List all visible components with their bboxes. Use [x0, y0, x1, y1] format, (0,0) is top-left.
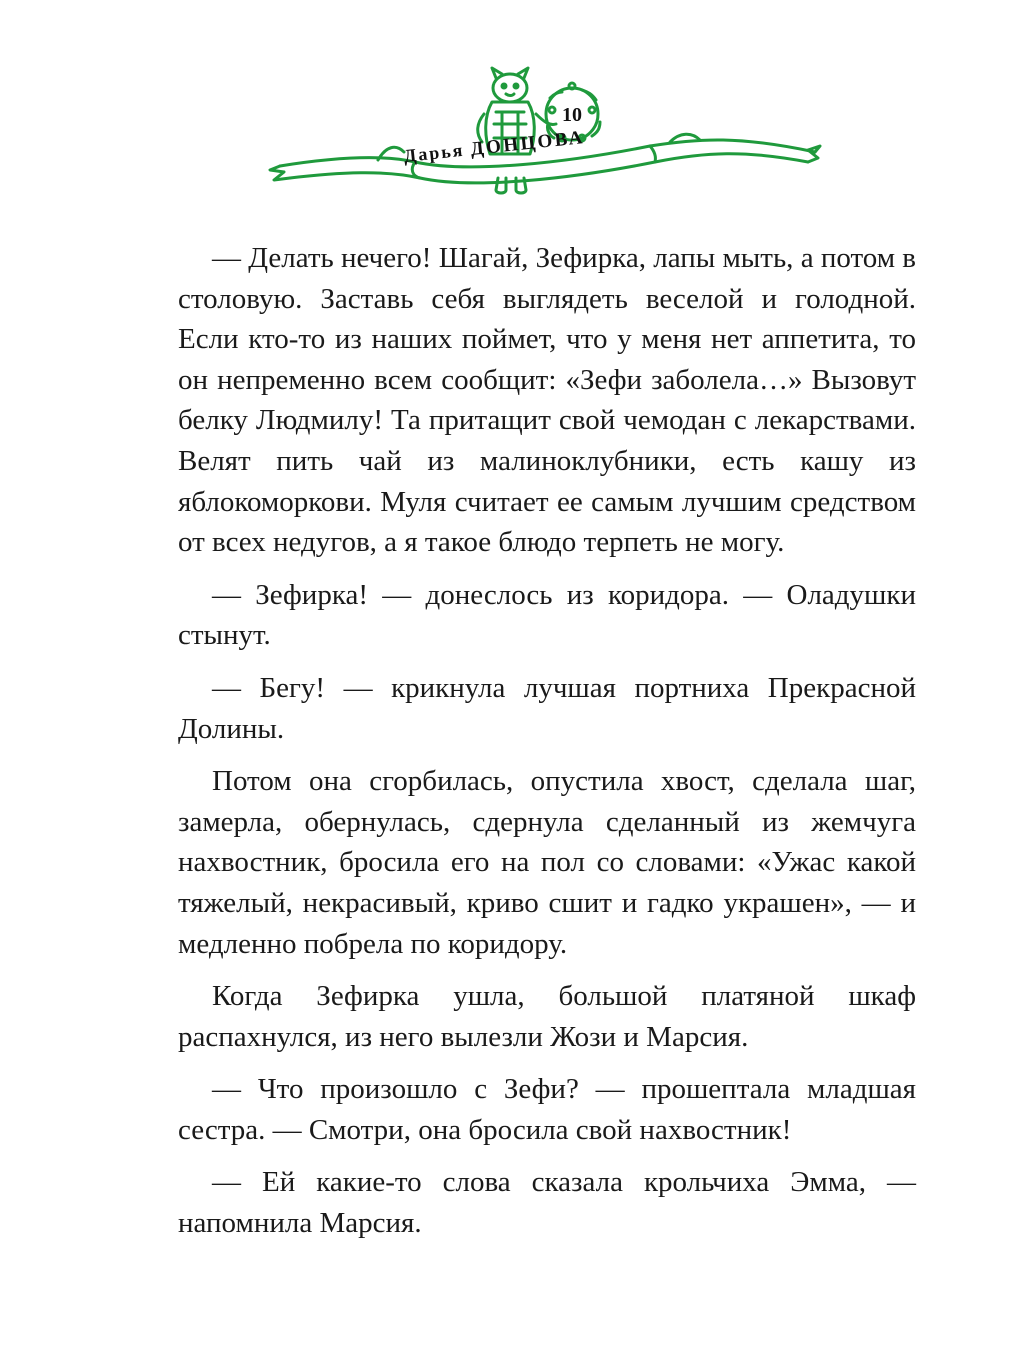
paragraph: — Делать нечего! Шагай, Зефирка, лапы мыть, а потом в столовую. Заставь себя выглядеть веселой и голодной. Если кто-то из наших поймет, что у меня нет аппетита, то он непременно всем сообщит: «Зефи заболела…» Вызовут белку Людмилу! Та притащит свой чемодан с лекарствами. Велят пить чай из малиноклубники, есть кашу из яблокоморкови. Муля считает ее самым лучшим средством от всех недугов, а я такое блюдо терпеть не могу. [178, 242, 916, 559]
paragraph: Потом она сгорбилась, опустила хвост, сделала шаг, замерла, обернулась, сдернула сделанный из жемчуга нахвостник, бросила его на пол со словами: «Ужас какой тяжелый, некрасивый, криво сшит и гадко украшен», — и медленно побрела по коридору. [178, 765, 916, 960]
paragraph: — Ей какие-то слова сказала крольчиха Эмма, — напомнила Марсия. [178, 1166, 916, 1240]
author-first-name: Дарья [402, 139, 466, 166]
page-number: 10 [562, 104, 582, 126]
paragraph: — Зефирка! — донеслось из коридора. — Оладушки стынут. [178, 578, 916, 652]
paragraph: — Бегу! — крикнула лучшая портниха Прекрасной Долины. [178, 671, 916, 745]
body-text [178, 238, 916, 1244]
running-header [270, 66, 820, 211]
paragraph: — Что произошло с Зефи? — прошептала младшая сестра. — Смотри, она бросила свой нахвостник! [178, 1073, 916, 1146]
author-last-name: ДОНЦОВА [469, 127, 586, 160]
paragraph: Когда Зефирка ушла, большой платяной шкаф распахнулся, из него вылезли Жози и Марсия. [178, 980, 916, 1053]
